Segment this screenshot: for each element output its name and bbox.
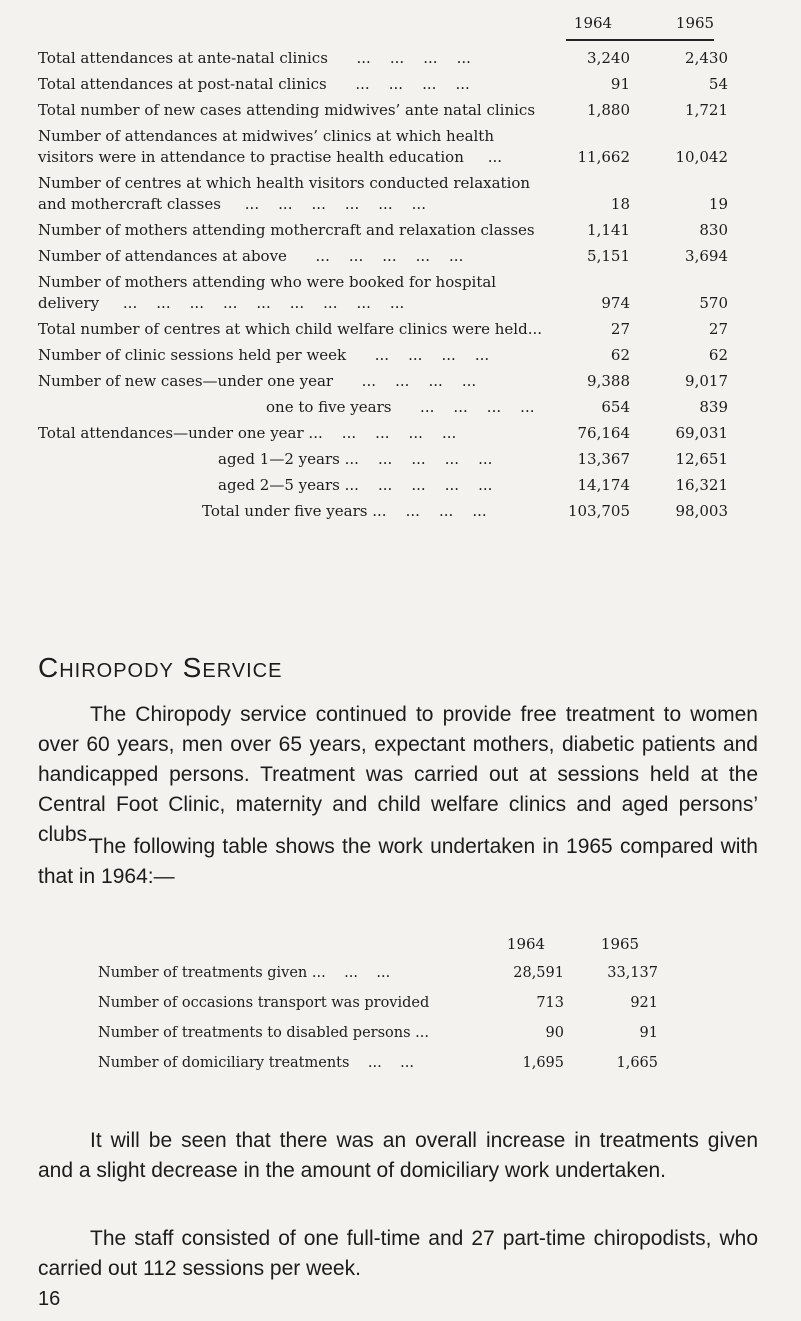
row-label: Total attendances at post-natal clinics ... ... ... ... — [38, 75, 470, 93]
table2-year1: 1964 — [506, 935, 546, 953]
row-label: aged 1—2 years ... ... ... ... ... — [218, 450, 493, 468]
row-label: Total attendances—under one year ... ... ... ... ... — [38, 424, 457, 442]
table-row — [98, 992, 658, 1014]
table-row — [38, 397, 728, 418]
row-value-1965: 27 — [708, 320, 728, 338]
row-value-1965: 98,003 — [675, 502, 728, 520]
row-value-1965: 1,721 — [685, 101, 728, 119]
row-label: Total number of new cases attending midwives’ ante natal clinics — [38, 101, 536, 119]
section-heading: Chiropody Service — [38, 652, 283, 683]
row-value-1964: 11,662 — [577, 148, 630, 166]
paragraph-table-intro: The following table shows the work undertaken in 1965 compared with that in 1964:— — [38, 835, 758, 888]
row-value-1964: 14,174 — [577, 476, 630, 494]
row-value-1965: 62 — [708, 346, 728, 364]
row-value-1964: 13,367 — [577, 450, 630, 468]
row-value-1964: 1,880 — [587, 101, 630, 119]
row-value-1965: 54 — [708, 75, 728, 93]
table-row — [98, 962, 658, 984]
row-value-1965: 3,694 — [685, 247, 728, 265]
table-row — [38, 100, 728, 121]
row-value-1964: 974 — [601, 294, 630, 312]
table-row — [98, 1022, 658, 1044]
row-value-1965: 570 — [699, 294, 728, 312]
row-label: Number of clinic sessions held per week ... ... ... ... — [38, 346, 490, 364]
row-value-1965: 830 — [699, 221, 728, 239]
row-label: Total attendances at ante-natal clinics ... ... ... ... — [38, 49, 471, 67]
table-row — [38, 48, 728, 69]
row-value-1964: 91 — [610, 75, 630, 93]
row-label: Number of occasions transport was provided — [98, 995, 430, 1011]
row-value-1964: 62 — [610, 346, 630, 364]
table-row — [38, 126, 728, 168]
row-value-1964: 103,705 — [567, 502, 630, 520]
table-row — [38, 246, 728, 267]
table-row — [38, 449, 728, 470]
table-row — [38, 501, 728, 522]
row-value-1965: 19 — [708, 195, 728, 213]
row-value-1965: 921 — [630, 995, 658, 1011]
table-row — [38, 345, 728, 366]
paragraph-intro: The Chiropody service continued to provide free treatment to women over 60 years, men over 65 years, expectant mothers, diabetic patients and handicapped persons. Treatment was carried out at sessions held at the Central Foot Clinic, maternity and child welfare clinics and aged persons’ clubs. — [38, 703, 758, 846]
table-row — [38, 272, 728, 314]
row-label: Number of centres at which health visitors conducted relaxation and mothercraft classes ... ... ... ... ... ... — [38, 174, 531, 213]
row-value-1965: 1,665 — [616, 1055, 658, 1071]
table-row — [38, 220, 728, 241]
table-row — [98, 1052, 658, 1074]
row-value-1965: 9,017 — [685, 372, 728, 390]
table-row — [38, 74, 728, 95]
row-label: Number of mothers attending mothercraft and relaxation classes — [38, 221, 535, 239]
row-value-1965: 91 — [639, 1025, 658, 1041]
row-value-1964: 3,240 — [587, 49, 630, 67]
page-number: 16 — [38, 1288, 61, 1310]
row-label: Number of treatments to disabled persons ... — [98, 1025, 429, 1041]
row-value-1965: 12,651 — [675, 450, 728, 468]
table2 — [98, 962, 658, 1082]
row-label: Total under five years ... ... ... ... — [202, 502, 487, 520]
row-value-1965: 16,321 — [675, 476, 728, 494]
paragraph-staff: The staff consisted of one full-time and 27 part-time chiropodists, who carried out 112 sessions per week. — [38, 1227, 758, 1280]
row-value-1964: 90 — [545, 1025, 564, 1041]
row-value-1964: 27 — [610, 320, 630, 338]
row-value-1964: 654 — [601, 398, 630, 416]
table1-header — [0, 14, 801, 36]
table-row — [38, 423, 728, 444]
table-row — [38, 319, 728, 340]
row-value-1965: 10,042 — [675, 148, 728, 166]
row-value-1965: 69,031 — [675, 424, 728, 442]
row-label: Number of domiciliary treatments ... ... — [98, 1055, 414, 1071]
row-value-1964: 1,141 — [587, 221, 630, 239]
row-value-1964: 28,591 — [513, 965, 564, 981]
row-label: Number of mothers attending who were booked for hospital delivery ... ... ... ... ... ... ... ... ... — [38, 273, 497, 312]
row-label: Total number of centres at which child welfare clinics were held... — [38, 320, 543, 338]
row-value-1964: 18 — [610, 195, 630, 213]
row-value-1964: 713 — [536, 995, 564, 1011]
table1 — [38, 48, 728, 527]
table1-header-rule — [566, 39, 714, 41]
row-value-1964: 1,695 — [522, 1055, 564, 1071]
table-row — [38, 173, 728, 215]
table1-year1: 1964 — [573, 14, 613, 32]
table2-year2: 1965 — [600, 935, 640, 953]
row-value-1964: 9,388 — [587, 372, 630, 390]
paragraph-conclusion: It will be seen that there was an overall increase in treatments given and a slight decrease in the amount of domiciliary work undertaken. — [38, 1129, 758, 1182]
table1-year2: 1965 — [675, 14, 715, 32]
row-label: one to five years ... ... ... ... — [266, 398, 535, 416]
table-row — [38, 475, 728, 496]
row-label: Number of attendances at above ... ... ... ... ... — [38, 247, 464, 265]
table-row — [38, 371, 728, 392]
row-value-1965: 839 — [699, 398, 728, 416]
row-value-1964: 5,151 — [587, 247, 630, 265]
row-label: Number of attendances at midwives’ clinics at which health visitors were in attendance to practise health education ... — [38, 127, 502, 166]
row-value-1965: 33,137 — [607, 965, 658, 981]
row-value-1965: 2,430 — [685, 49, 728, 67]
row-value-1964: 76,164 — [577, 424, 630, 442]
row-label: Number of treatments given ... ... ... — [98, 965, 391, 981]
row-label: Number of new cases—under one year ... ... ... ... — [38, 372, 477, 390]
row-label: aged 2—5 years ... ... ... ... ... — [218, 476, 493, 494]
